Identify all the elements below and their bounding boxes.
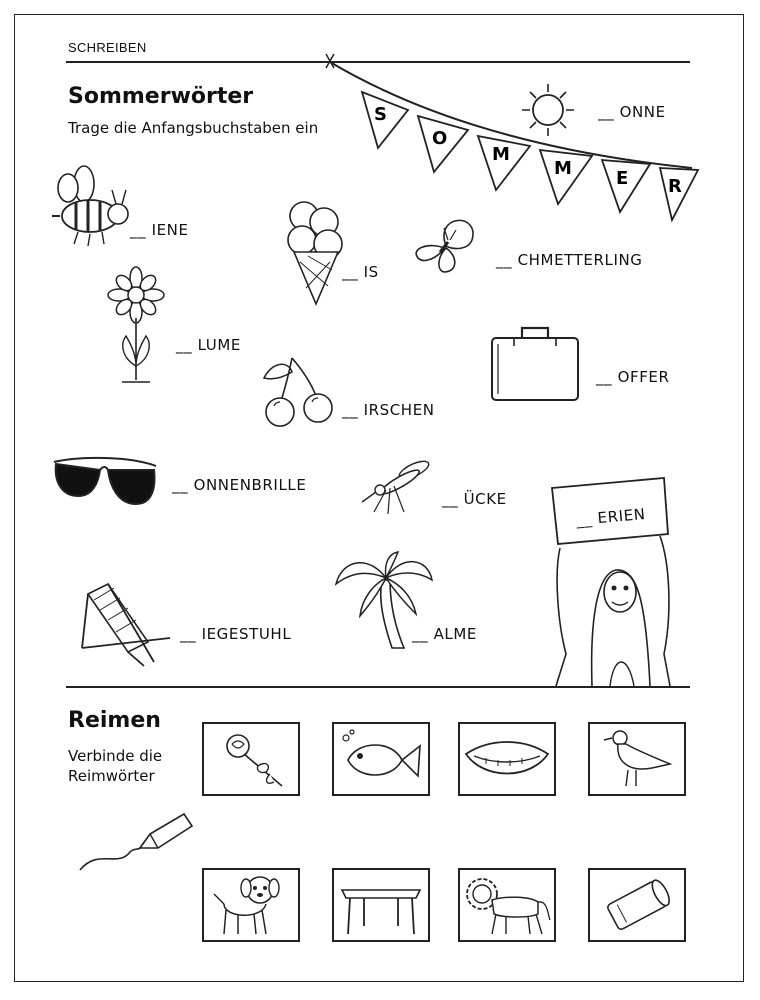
- seagull-icon: [590, 724, 684, 794]
- picture-box-table[interactable]: [332, 868, 430, 942]
- flower-icon: [104, 266, 168, 386]
- word-palme: __ ALME: [412, 625, 478, 643]
- banner-letter: R: [668, 176, 682, 197]
- suitcase-icon: [488, 324, 582, 404]
- mosquito-icon: [360, 456, 436, 518]
- sun-icon: [516, 80, 580, 140]
- picture-box-can[interactable]: [588, 868, 686, 942]
- banner-letter: M: [492, 144, 510, 165]
- picture-box-seagull[interactable]: [588, 722, 686, 796]
- word-eis: __ IS: [342, 263, 379, 281]
- word-biene: __ IENE: [130, 221, 189, 239]
- word-ferien: __ ERIEN: [575, 505, 647, 529]
- can-icon: [590, 870, 684, 940]
- banner-icon: [320, 50, 700, 240]
- page-title: Sommerwörter: [68, 84, 254, 109]
- instruction-line2: Reimwörter: [68, 767, 155, 785]
- girl-with-sign-icon: [546, 474, 696, 686]
- banner-letter: M: [554, 158, 572, 179]
- word-schmetterling: __ CHMETTERLING: [496, 251, 643, 269]
- picture-box-rose[interactable]: [202, 722, 300, 796]
- section-label: SCHREIBEN: [68, 40, 147, 55]
- picture-box-fish[interactable]: [332, 722, 430, 796]
- instruction-line1: Verbinde die: [68, 747, 163, 765]
- word-sonne: __ ONNE: [598, 103, 666, 121]
- section-divider: [66, 686, 690, 688]
- rose-icon: [204, 724, 298, 794]
- butterfly-icon: [410, 212, 486, 278]
- bee-icon: [46, 164, 132, 248]
- fish-icon: [334, 724, 428, 794]
- word-blume: __ LUME: [176, 336, 241, 354]
- word-liegestuhl: __ IEGESTUHL: [180, 625, 292, 643]
- word-koffer: __ OFFER: [596, 368, 670, 386]
- banner-letter: S: [374, 104, 387, 125]
- mouth-icon: [460, 724, 554, 794]
- word-kirschen: __ IRSCHEN: [342, 401, 435, 419]
- lion-icon: [460, 870, 554, 940]
- cherries-icon: [258, 348, 342, 428]
- dog-icon: [204, 870, 298, 940]
- picture-box-mouth[interactable]: [458, 722, 556, 796]
- word-sonnenbrille: __ ONNENBRILLE: [172, 476, 307, 494]
- ice-cream-icon: [280, 196, 350, 308]
- pencil-icon: [78, 808, 198, 878]
- picture-box-dog[interactable]: [202, 868, 300, 942]
- banner-letter: O: [432, 128, 448, 149]
- banner-letter: E: [616, 168, 629, 189]
- sunglasses-icon: [50, 452, 160, 514]
- picture-box-lion[interactable]: [458, 868, 556, 942]
- instruction: Trage die Anfangsbuchstaben ein: [68, 119, 319, 137]
- table-icon: [334, 870, 428, 940]
- deck-chair-icon: [78, 578, 178, 668]
- word-muecke: __ ÜCKE: [442, 490, 507, 508]
- section-title-reimen: Reimen: [68, 708, 161, 733]
